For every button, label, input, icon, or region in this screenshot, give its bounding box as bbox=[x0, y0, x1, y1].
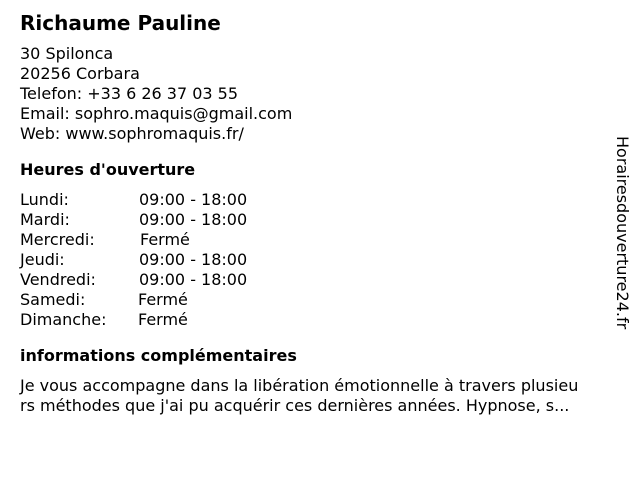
email-line[interactable]: Email: sophro.maquis@gmail.com bbox=[20, 104, 293, 123]
time-value: Fermé bbox=[138, 310, 188, 329]
hours-table bbox=[20, 190, 620, 330]
time-value: 09:00 - 18:00 bbox=[139, 210, 248, 229]
business-name: Richaume Pauline bbox=[20, 11, 221, 35]
hours-row-friday bbox=[20, 270, 620, 290]
day-label: Lundi: bbox=[20, 190, 69, 209]
business-card bbox=[20, 10, 620, 416]
day-label: Mercredi: bbox=[20, 230, 95, 249]
time-value: 09:00 - 18:00 bbox=[139, 250, 248, 269]
hours-row-monday bbox=[20, 190, 620, 210]
phone-line[interactable]: Telefon: +33 6 26 37 03 55 bbox=[20, 84, 239, 103]
address-street: 30 Spilonca bbox=[20, 44, 114, 63]
time-value: Fermé bbox=[140, 230, 190, 249]
day-label: Dimanche: bbox=[20, 310, 107, 329]
day-label: Jeudi: bbox=[20, 250, 65, 269]
time-value: 09:00 - 18:00 bbox=[139, 190, 248, 209]
day-label: Mardi: bbox=[20, 210, 70, 229]
hours-row-wednesday bbox=[20, 230, 620, 250]
info-heading: informations complémentaires bbox=[20, 346, 297, 365]
info-description bbox=[20, 376, 620, 416]
day-label: Samedi: bbox=[20, 290, 86, 309]
site-watermark: Horairesdouverture24.fr bbox=[613, 136, 632, 330]
hours-row-thursday bbox=[20, 250, 620, 270]
time-value: Fermé bbox=[138, 290, 188, 309]
hours-row-sunday bbox=[20, 310, 620, 330]
day-label: Vendredi: bbox=[20, 270, 96, 289]
info-line-1: Je vous accompagne dans la libération émotionnelle à travers plusieu bbox=[20, 376, 579, 395]
time-value: 09:00 - 18:00 bbox=[139, 270, 248, 289]
info-line-2: rs méthodes que j'ai pu acquérir ces dernières années. Hypnose, s... bbox=[20, 396, 570, 415]
hours-row-tuesday bbox=[20, 210, 620, 230]
web-line[interactable]: Web: www.sophromaquis.fr/ bbox=[20, 124, 244, 143]
hours-row-saturday bbox=[20, 290, 620, 310]
address-city: 20256 Corbara bbox=[20, 64, 140, 83]
hours-heading: Heures d'ouverture bbox=[20, 160, 196, 179]
